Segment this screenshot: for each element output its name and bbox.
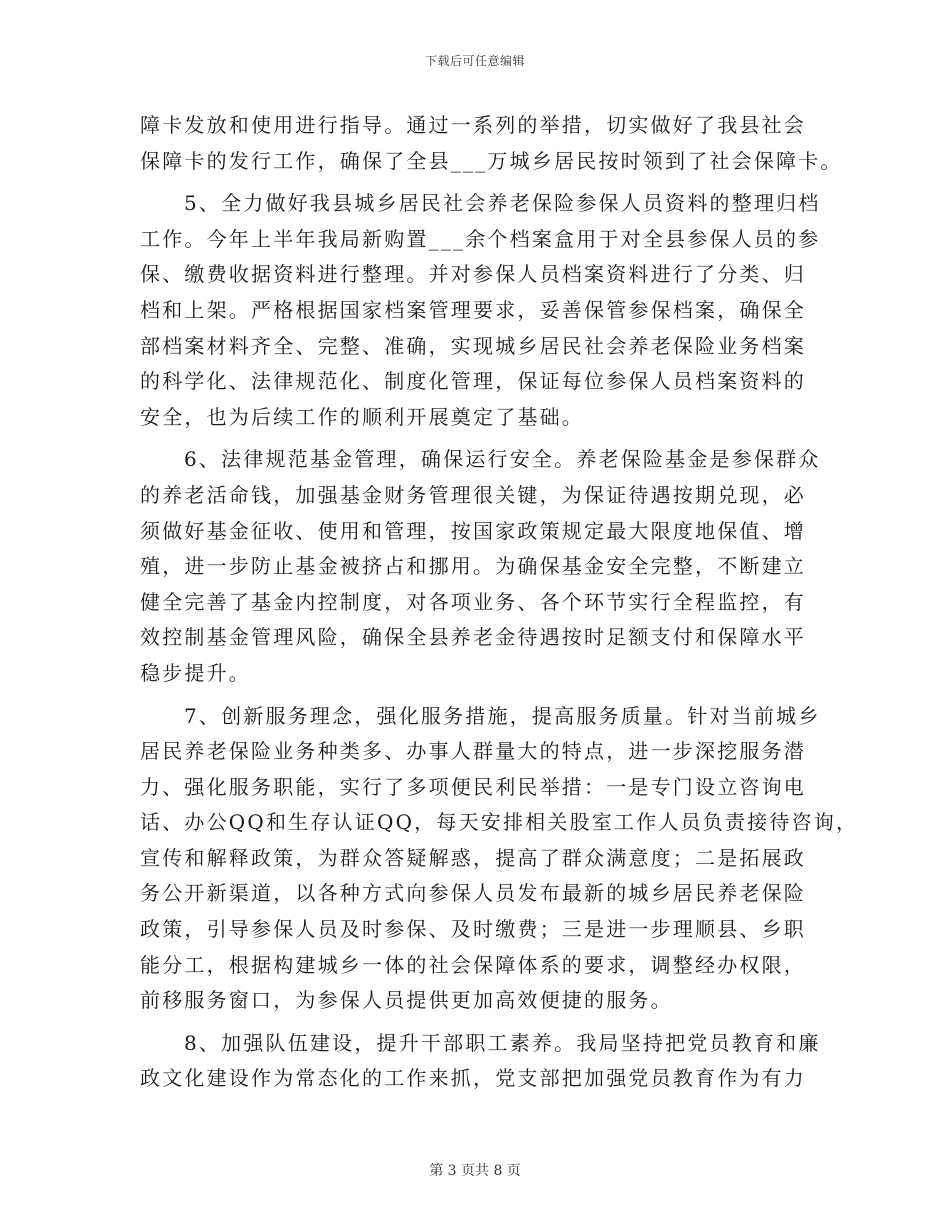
text-line: 保、缴费收据资料进行整理。并对参保人员档案资料进行了分类、归 — [140, 262, 806, 287]
text-line: 须做好基金征收、使用和管理，按国家政策规定最大限度地保值、增 — [140, 518, 806, 543]
paragraph-item-6 — [140, 442, 820, 691]
text-line: 档和上架。严格根据国家档案管理要求，妥善保管参保档案，确保全 — [140, 297, 806, 322]
paragraph-item-5 — [140, 186, 820, 435]
text-line: 8、加强队伍建设，提升干部职工素养。我局坚持把党员教育和廉 — [184, 1030, 821, 1055]
text-line: 话、办公QQ和生存认证QQ，每天安排相关股室工作人员负责接待咨询， — [140, 810, 859, 835]
text-line: 障卡发放和使用进行指导。通过一系列的举措，切实做好了我县社会 — [140, 113, 806, 137]
text-line: 效控制基金管理风险，确保全县养老金待遇按时足额支付和保障水平 — [140, 625, 806, 650]
text-line: 稳步提升。 — [140, 660, 251, 685]
text-line: 务公开新渠道，以各种方式向参保人员发布最新的城乡居民养老保险 — [140, 881, 806, 906]
text-line: 居民养老保险业务种类多、办事人群量大的特点，进一步深挖服务潜 — [140, 739, 806, 764]
text-line: 政策，引导参保人员及时参保、及时缴费；三是进一步理顺县、乡职 — [140, 917, 806, 942]
text-line: 6、法律规范基金管理，确保运行安全。养老保险基金是参保群众 — [184, 447, 821, 472]
text-line: 5、全力做好我县城乡居民社会养老保险参保人员资料的整理归档 — [184, 191, 821, 216]
page-header: 下载后可任意编辑 — [424, 54, 525, 68]
text-line: 健全完善了基金内控制度，对各项业务、各个环节实行全程监控，有 — [140, 589, 806, 614]
text-line: 7、创新服务理念，强化服务措施，提高服务质量。针对当前城乡 — [184, 703, 821, 728]
paragraph-continuation — [140, 108, 843, 179]
document-body — [140, 108, 859, 1097]
paragraph-item-7 — [140, 699, 859, 1019]
text-line: 殖，进一步防止基金被挤占和挪用。为确保基金安全完整，不断建立 — [140, 554, 806, 579]
text-line: 力、强化服务职能，实行了多项便民利民举措：一是专门设立咨询电 — [140, 774, 806, 799]
text-line: 能分工，根据构建城乡一体的社会保障体系的要求，调整经办权限， — [140, 952, 806, 977]
text-line: 的养老活命钱，加强基金财务管理很关键，为保证待遇按期兑现，必 — [140, 482, 806, 507]
text-line: 保障卡的发行工作，确保了全县___万城乡居民按时领到了社会保障卡。 — [140, 148, 843, 173]
text-line: 部档案材料齐全、完整、准确，实现城乡居民社会养老保险业务档案 — [140, 333, 806, 358]
text-line: 安全，也为后续工作的顺利开展奠定了基础。 — [140, 404, 584, 429]
page-number: 第 3 页共 8 页 — [429, 1163, 521, 1179]
text-line: 的科学化、法律规范化、制度化管理，保证每位参保人员档案资料的 — [140, 369, 806, 394]
text-line: 政文化建设作为常态化的工作来抓，党支部把加强党员教育作为有力 — [140, 1066, 806, 1091]
text-line: 宣传和解释政策，为群众答疑解惑，提高了群众满意度；二是拓展政 — [140, 845, 806, 870]
text-line: 前移服务窗口，为参保人员提供更加高效便捷的服务。 — [140, 988, 673, 1013]
paragraph-item-8 — [140, 1026, 820, 1097]
text-line: 工作。今年上半年我局新购置___余个档案盒用于对全县参保人员的参 — [140, 226, 821, 251]
